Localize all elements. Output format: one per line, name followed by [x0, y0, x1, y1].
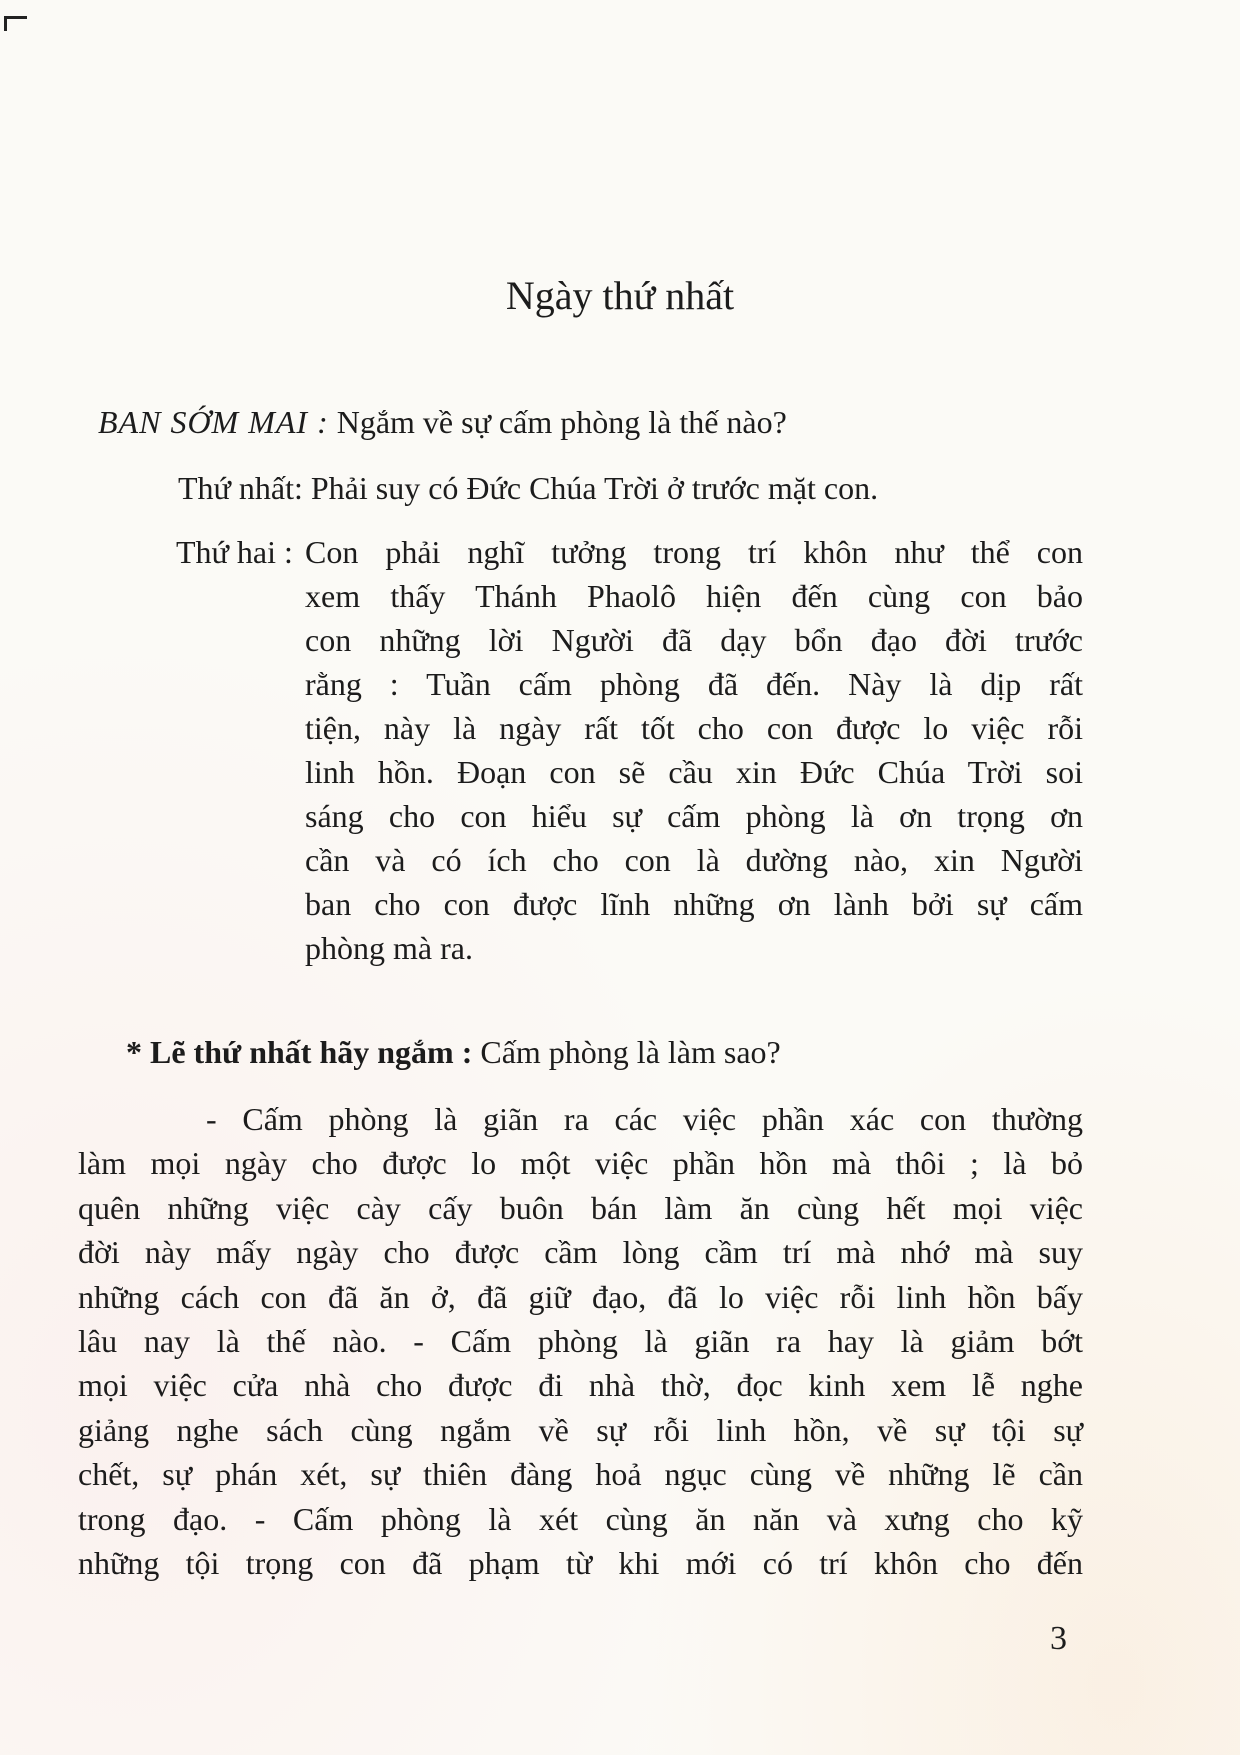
- body-line: những cách con đã ăn ở, đã giữ đạo, đã lo việc rỗi linh hồn bấy: [78, 1278, 1083, 1315]
- body-line: đời này mấy ngày cho được cầm lòng cầm trí mà nhớ mà suy: [78, 1234, 1083, 1271]
- body-line: những tội trọng con đã phạm từ khi mới có trí khôn cho đến: [78, 1545, 1083, 1582]
- body-line: giảng nghe sách cùng ngắm về sự rỗi linh hồn, về sự tội sự: [78, 1411, 1083, 1448]
- page-number: 3: [1050, 1620, 1067, 1657]
- scan-corner-mark: [4, 16, 27, 31]
- second-paragraph: [305, 530, 1083, 970]
- body-line: quên những việc cày cấy buôn bán làm ăn cùng hết mọi việc: [78, 1189, 1083, 1226]
- point-one-heading: [126, 1030, 781, 1074]
- point-one-question: Cấm phòng là làm sao?: [480, 1034, 781, 1070]
- paragraph-line: linh hồn. Đoạn con sẽ cầu xin Đức Chúa Trời soi: [305, 754, 1083, 790]
- second-label: Thứ hai :: [176, 534, 293, 570]
- morning-label: BAN SỚM MAI :: [98, 404, 329, 440]
- paragraph-line: tiện, này là ngày rất tốt cho con được lo việc rỗi: [305, 710, 1083, 746]
- body-line: chết, sự phán xét, sự thiên đàng hoả ngục cùng về những lẽ cần: [78, 1456, 1083, 1493]
- body-line: làm mọi ngày cho được lo một việc phần hồn mà thôi ; là bỏ: [78, 1145, 1083, 1182]
- paragraph-line: cần và có ích cho con là dường nào, xin Người: [305, 842, 1083, 878]
- morning-line: [98, 400, 787, 444]
- paragraph-line: ban cho con được lĩnh những ơn lành bởi sự cấm: [305, 886, 1083, 922]
- body-line: trong đạo. - Cấm phòng là xét cùng ăn năn và xưng cho kỹ: [78, 1500, 1083, 1537]
- page-title: Ngày thứ nhất: [505, 273, 735, 318]
- body-paragraph: [78, 1097, 1083, 1585]
- paragraph-line: sáng cho con hiểu sự cấm phòng là ơn trọng ơn: [305, 798, 1083, 834]
- paragraph-line: phòng mà ra.: [305, 930, 473, 966]
- body-line: - Cấm phòng là giãn ra các việc phần xác con thường: [206, 1101, 1083, 1137]
- point-one-label: Lẽ thứ nhất hãy ngắm :: [150, 1034, 473, 1070]
- paragraph-line: Con phải nghĩ tưởng trong trí khôn như thể con: [305, 534, 1083, 570]
- paragraph-line: rằng : Tuần cấm phòng đã đến. Này là dịp rất: [305, 666, 1083, 702]
- star-bullet: *: [126, 1034, 142, 1070]
- morning-question: Ngắm về sự cấm phòng là thế nào?: [336, 404, 787, 440]
- paragraph-line: xem thấy Thánh Phaolô hiện đến cùng con bảo: [305, 578, 1083, 614]
- body-line: mọi việc cửa nhà cho được đi nhà thờ, đọc kinh xem lễ nghe: [78, 1367, 1083, 1404]
- body-line: lâu nay là thế nào. - Cấm phòng là giãn ra hay là giảm bớt: [78, 1323, 1083, 1360]
- first-point: Thứ nhất: Phải suy có Đức Chúa Trời ở trước mặt con.: [178, 470, 879, 506]
- paragraph-line: con những lời Người đã dạy bổn đạo đời trước: [305, 622, 1083, 658]
